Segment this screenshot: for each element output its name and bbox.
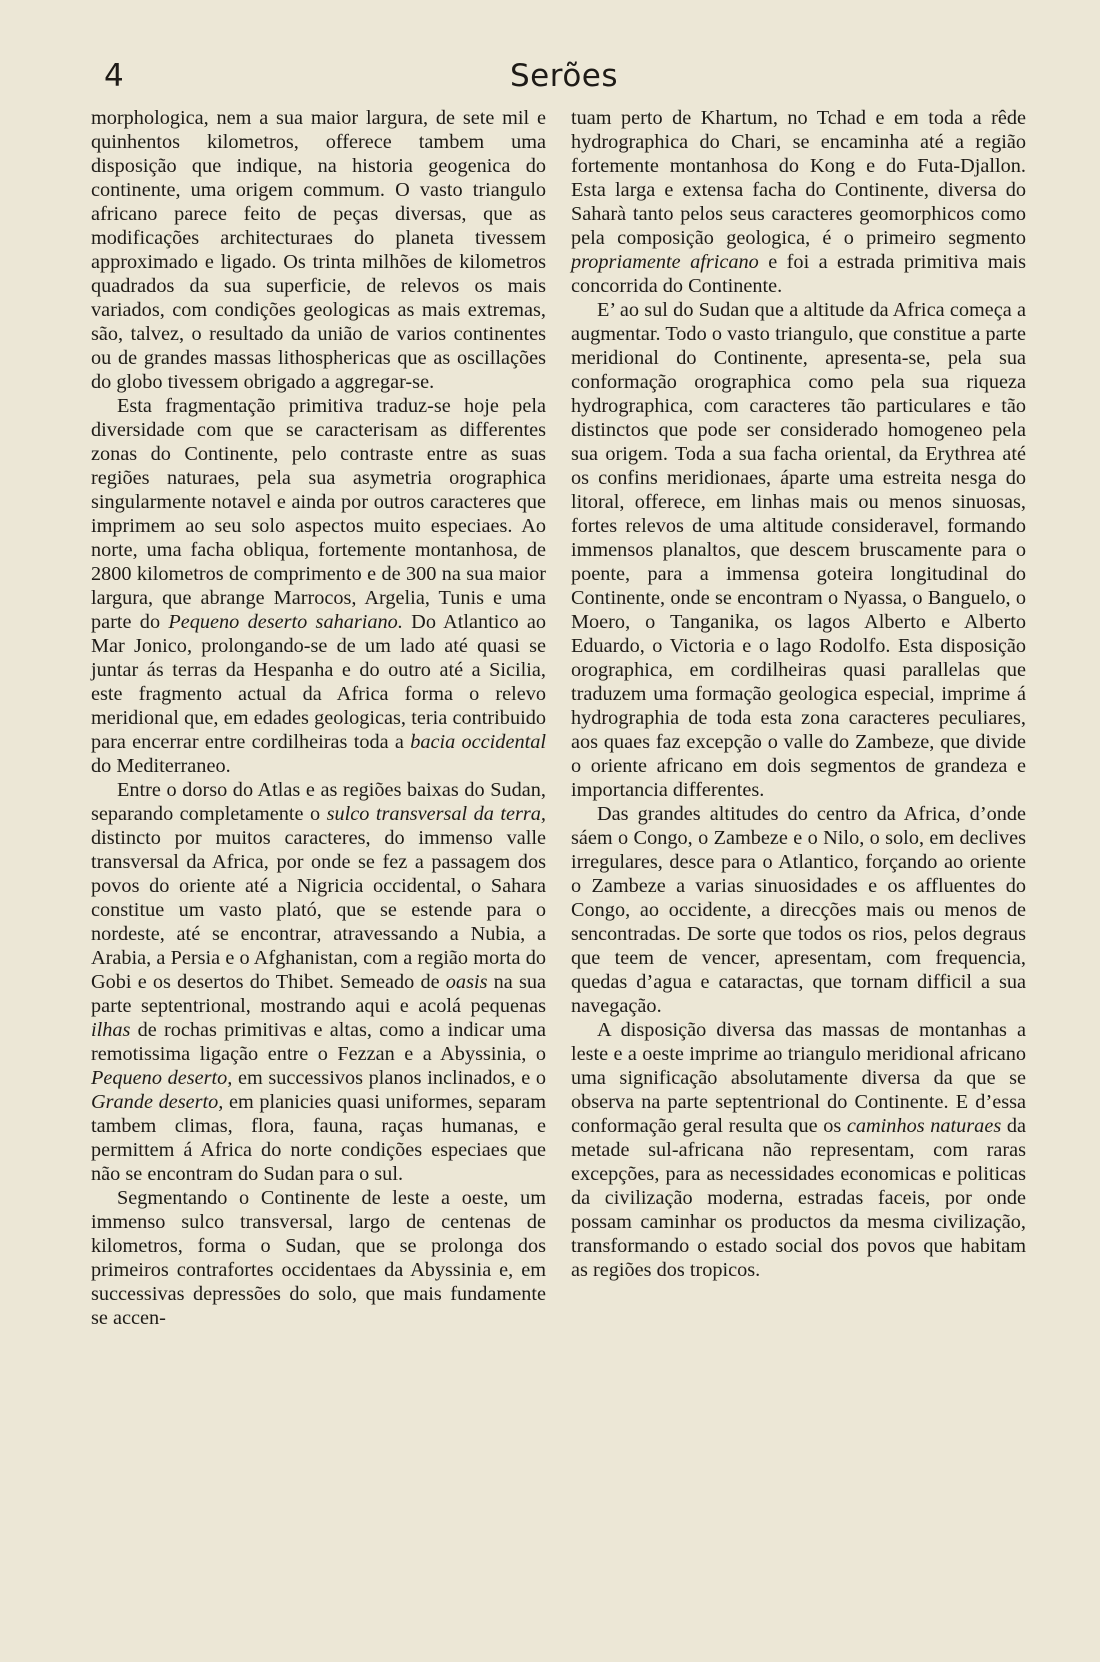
italic-term: caminhos naturaes	[846, 1115, 1002, 1137]
italic-term: oasis	[445, 971, 488, 993]
italic-term: propriamente africano	[571, 251, 759, 273]
paragraph	[571, 106, 1026, 298]
italic-term: Grande deserto,	[91, 1091, 224, 1113]
paragraph	[571, 1018, 1026, 1282]
paragraph	[91, 1186, 546, 1330]
paragraph-text: Entre o dorso do Atlas e as regiões baixas do Sudan, separando completamente o	[91, 779, 546, 825]
paragraph-text: Esta fragmentação primitiva traduz-se hoje pela diversidade com que se caracterisam as differentes zonas do Continente, pelo contraste entre as suas regiões naturaes, pela sua asymetria orographica singularmente notavel e ainda por outros caracteres que imprimem ao seu solo aspectos muito especiaes. Ao norte, uma facha obliqua, fortemente montanhosa, de 2800 kilometros de comprimento e de 300 na sua maior largura, que abrange Marrocos, Argelia, Tunis e uma parte do	[91, 395, 546, 633]
paragraph-text: na sua parte septentrional, mostrando aqui e acolá pequenas	[91, 971, 546, 1017]
paragraph-text: Segmentando o Continente de leste a oeste, um immenso sulco transversal, largo de centenas de kilometros, forma o Sudan, que se prolonga dos primeiros contrafortes occidentaes da Abyssinia e, em successivas depressões do solo, que mais fundamente se accen-	[91, 1187, 546, 1329]
left-column	[91, 106, 546, 1330]
page-number: 4	[104, 58, 125, 94]
italic-term: bacia occidental	[410, 731, 546, 753]
paragraph-text: da metade sul-africana não representam, com raras excepções, para as necessidades economicas e politicas da civilização moderna, estradas faceis, por onde possam caminhar os productos da mesma civilização, transformando o estado social dos povos que habitam as regiões dos tropicos.	[571, 1115, 1026, 1281]
page-header	[0, 52, 1100, 102]
paragraph	[91, 106, 546, 394]
paragraph-text: Do Atlantico ao Mar Jonico, prolongando-se de um lado até quasi se juntar ás terras da Hespanha e do outro até a Sicilia, este fragmento actual da Africa forma o relevo meridional que, em edades geologicas, teria contribuido para encerrar entre cordilheiras toda a	[91, 611, 546, 753]
paragraph-text: e foi a estrada primitiva mais concorrida do Continente.	[571, 251, 1026, 297]
paragraph-text: distincto por muitos caracteres, do immenso valle transversal da Africa, por onde se fez a passagem dos povos do oriente até a Nigricia occidental, o Sahara constitue um vasto plató, que se estende para o nordeste, até se encontrar, atravessando a Nubia, a Arabia, a Persia e o Afghanistan, com a região morta do Gobi e os desertos do Thibet. Semeado de	[91, 827, 546, 993]
running-title: Serões	[510, 58, 619, 94]
paragraph-text: morphologica, nem a sua maior largura, de sete mil e quinhentos kilometros, offerece tambem uma disposição que indique, na historia geogenica do continente, uma origem commum. O vasto triangulo africano parece feito de peças diversas, que as modificações architecturaes do planeta tivessem approximado e ligado. Os trinta milhões de kilometros quadrados da sua superficie, de relevos os mais variados, com condições geologicas as mais extremas, são, talvez, o resultado da união de varios continentes ou de grandes massas lithosphericas que as oscillações do globo tivessem obrigado a aggregar-se.	[91, 107, 546, 393]
italic-term: ilhas	[91, 1019, 131, 1041]
right-column	[571, 106, 1026, 1282]
paragraph-text: de rochas primitivas e altas, como a indicar uma remotissima ligação entre o Fezzan e a Abyssinia, o	[91, 1019, 546, 1065]
paragraph	[91, 778, 546, 1186]
paragraph	[571, 298, 1026, 802]
paragraph-text: A disposição diversa das massas de montanhas a leste e a oeste imprime ao triangulo meridional africano uma significação absolutamente diversa da que se observa na parte septentrional do Continente. E d’essa conformação geral resulta que os	[571, 1019, 1026, 1137]
italic-term: Pequeno deserto sahariano.	[168, 611, 403, 633]
paragraph-text: Das grandes altitudes do centro da Africa, d’onde sáem o Congo, o Zambeze e o Nilo, o solo, em declives irregulares, desce para o Atlantico, forçando ao oriente o Zambeze a varias sinuosidades e os affluentes do Congo, ao occidente, a direcções mais ou menos de sencontradas. De sorte que todos os rios, pelos degraus que teem de vencer, apresentam, com frequencia, quedas d’agua e cataractas, que tornam difficil a sua navegação.	[571, 803, 1026, 1017]
italic-term: sulco transversal da terra,	[326, 803, 546, 825]
paragraph-text: E’ ao sul do Sudan que a altitude da Africa começa a augmentar. Todo o vasto triangulo, que constitue a parte meridional do Continente, apresenta-se, pela sua conformação orographica como pela sua riqueza hydrographica, com caracteres tão particulares e tão distinctos que pode ser considerado homogeneo pela sua origem. Toda a sua facha oriental, da Erythrea até os confins meridionaes, áparte uma estreita nesga do litoral, offerece, em linhas mais ou menos sinuosas, fortes relevos de uma altitude consideravel, formando immensos planaltos, que descem bruscamente para o poente, para a immensa goteira longitudinal do Continente, onde se encontram o Nyassa, o Banguelo, o Moero, o Tanganika, os lagos Alberto e Alberto Eduardo, o Victoria e o lago Rodolfo. Esta disposição orographica, em cordilheiras quasi parallelas que traduzem uma formação geologica especial, imprime á hydrographia de toda esta zona caracteres peculiares, aos quaes faz excepção o valle do Zambeze, que divide o oriente africano em dois segmentos de grandeza e importancia differentes.	[571, 299, 1026, 801]
italic-term: Pequeno deserto,	[91, 1067, 233, 1089]
paragraph-text: em successivos planos inclinados, e o	[232, 1067, 546, 1089]
paragraph	[91, 394, 546, 778]
paragraph	[571, 802, 1026, 1018]
paragraph-text: tuam perto de Khartum, no Tchad e em toda a rêde hydrographica do Chari, se encaminha até a região fortemente montanhosa do Kong e do Futa-Djallon. Esta larga e extensa facha do Continente, diversa do Saharà tanto pelos seus caracteres geomorphicos como pela composição geologica, é o primeiro segmento	[571, 107, 1026, 249]
paragraph-text: em planicies quasi uniformes, separam tambem climas, flora, fauna, raças humanas, e permittem á Africa do norte condições especiaes que não se encontram do Sudan para o sul.	[91, 1091, 546, 1185]
paragraph-text: do Mediterraneo.	[91, 755, 231, 777]
